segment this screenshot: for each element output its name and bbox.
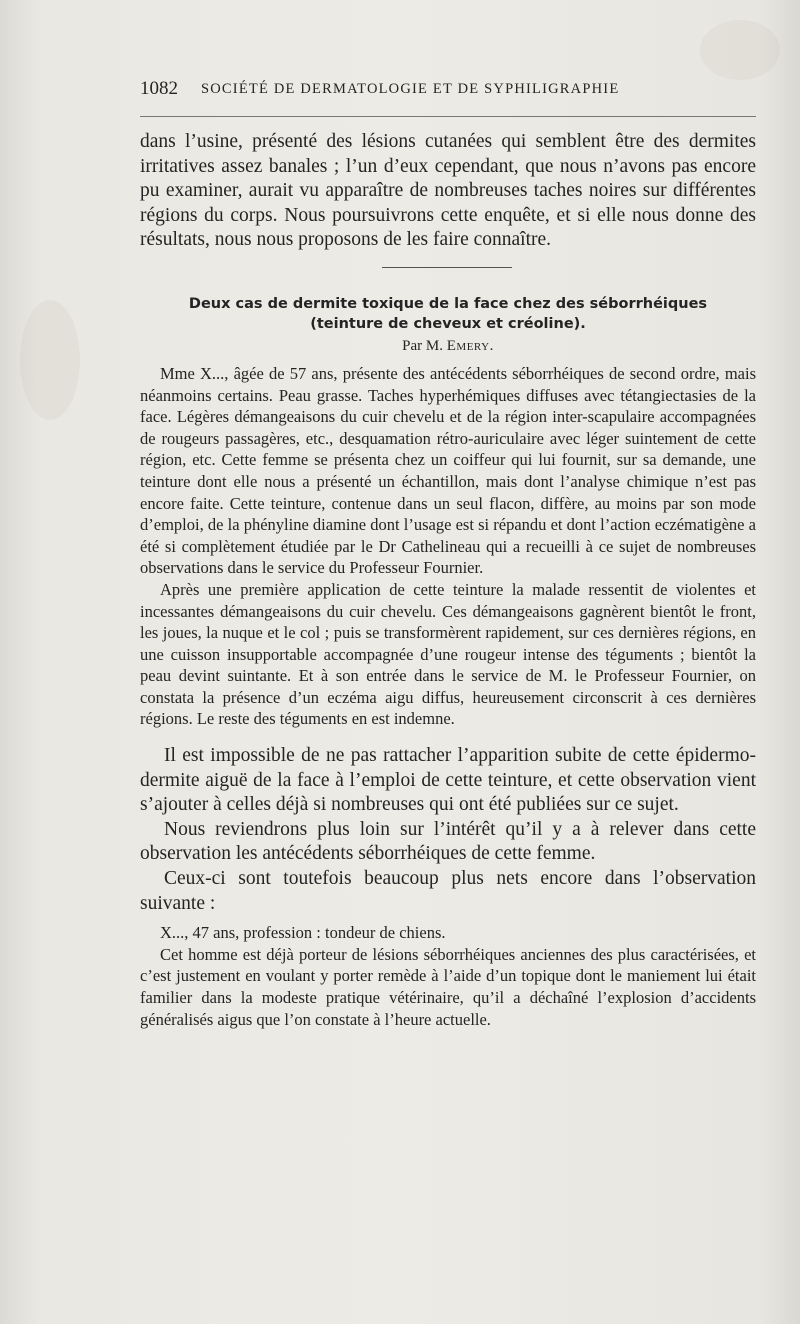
case-two-paragraph: Cet homme est déjà porteur de lésions séborrhéiques anciennes des plus caractérisées, et c’est justement en voulant y porter remède à l’aide d’un topique dont le maniement lui était familier dans la modeste pratique vétérinaire, qu’il a déchaîné l’explosion d’accidents généralisés aigus que l’on constate à l’heure actuelle. <box>140 944 756 1029</box>
author-name: Emery. <box>446 337 494 354</box>
article-title <box>140 294 756 334</box>
article-title-line: Deux cas de dermite toxique de la face chez des séborrhéiques <box>188 295 708 312</box>
article-title-line: (teinture de cheveux et créoline). <box>310 315 586 332</box>
running-head: SOCIÉTÉ DE DERMATOLOGIE ET DE SYPHILIGRAPHIE <box>201 81 620 97</box>
page-body <box>140 130 756 1030</box>
page-number: 1082 <box>140 78 178 99</box>
page-header <box>140 78 760 106</box>
paper-stain <box>700 20 780 80</box>
discussion-paragraph: Il est impossible de ne pas rattacher l’apparition subite de cette épidermo-dermite aiguë de la face à l’emploi de cette teinture, et cette observation vient s’ajouter à celles déjà si nombreuses qui ont été publiées sur ce sujet. <box>140 745 756 816</box>
byline <box>140 338 756 355</box>
case-two-heading: X..., 47 ans, profession : tondeur de chiens. <box>160 923 446 943</box>
case-one-paragraph: Après une première application de cette teinture la malade ressentit de violentes et incessantes démangeaisons du cuir chevelu. Ces démangeaisons gagnèrent bientôt le front, les joues, la nuque et le col ; puis se transformèrent rapidement, sur ces dernières régions, en une cuisson insupportable accompagnée d’une rougeur intense des téguments ; bientôt la peau devint suintante. Et à son entrée dans le service de M. le Professeur Fournier, on constata la présence d’un eczéma aigu diffus, heureusement circonscrit à ces dernières régions. Le reste des téguments en est indemne. <box>140 579 756 729</box>
discussion-paragraph: Ceux-ci sont toutefois beaucoup plus nets encore dans l’observation suivante : <box>140 868 756 914</box>
header-rule <box>140 116 756 117</box>
paper-stain <box>20 300 80 420</box>
spacer <box>140 730 756 744</box>
section-divider <box>382 267 512 268</box>
case-one-paragraph: Mme X..., âgée de 57 ans, présente des antécédents séborrhéiques de second ordre, mais néanmoins certains. Peau grasse. Taches hyperhémiques diffuses avec tétangiectasies de la face. Légères démangeaisons du cuir chevelu et de la région inter-scapulaire accompagnées de rougeurs passagères, etc., desquamation rétro-auriculaire avec léger suintement de cette région, etc. Cette femme se présenta chez un coiffeur qui lui fournit, sur sa demande, une teinture dont elle nous a présenté un échantillon, mais dont l’analyse chimique n’est pas encore faite. Cette teinture, contenue dans un seul flacon, diffère, au moins par son mode d’emploi, de la phényline diamine dont l’usage est si répandu et dont l’action eczématigène a été si complètement étudiée par le Dr Cathelineau qui a recueilli à ce sujet de nombreuses observations dans le service du Professeur Fournier. <box>140 363 756 578</box>
discussion-paragraph: Nous reviendrons plus loin sur l’intérêt qu’il y a à relever dans cette observation les antécédents séborrhéiques de cette femme. <box>140 818 756 865</box>
byline-prefix: Par M. <box>402 337 443 354</box>
intro-paragraph: dans l’usine, présenté des lésions cutanées qui semblent être des dermites irritatives assez banales ; l’un d’eux cependant, que nous n’avons pas encore pu examiner, aurait vu apparaître de nombreuses taches noires sur différentes régions du corps. Nous poursuivrons cette enquête, et si elle nous donne des résultats, nous nous proposons de les faire connaître. <box>140 131 756 251</box>
